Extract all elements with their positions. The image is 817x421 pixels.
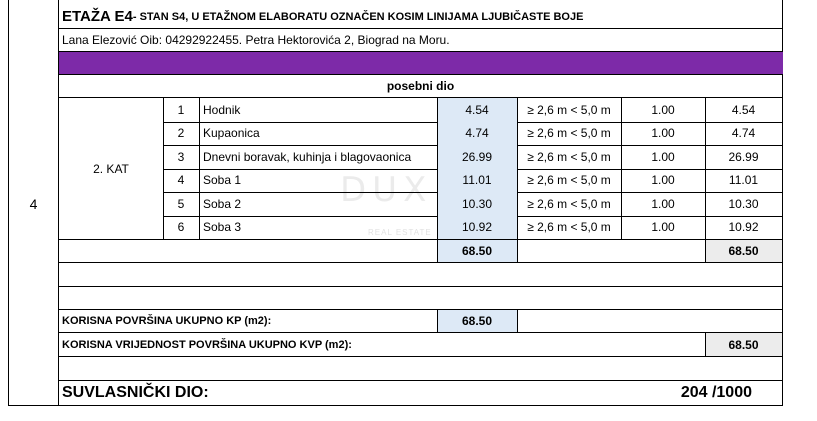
room-area: 10.92	[437, 216, 517, 240]
watermark-logo: DUX	[340, 170, 433, 210]
room-total: 26.99	[728, 149, 759, 164]
room-name: Soba 3	[203, 220, 242, 235]
room-name: Soba 1	[203, 173, 242, 188]
floor-label: 2. KAT	[93, 161, 129, 176]
title-sub: - STAN S4, U ETAŽNOM ELABORATU OZNAČEN KOSIM LINIJAMA LJUBIČASTE BOJE	[132, 11, 584, 23]
room-total: 4.74	[731, 126, 756, 141]
room-height-range: ≥ 2,6 m < 5,0 m	[527, 220, 611, 235]
room-coefficient: 1.00	[651, 173, 675, 188]
room-area: 4.54	[437, 98, 517, 122]
room-height-range: ≥ 2,6 m < 5,0 m	[527, 173, 611, 188]
watermark-sub: REAL ESTATE	[368, 228, 432, 237]
room-coefficient: 1.00	[651, 102, 675, 117]
kvp-label: KORISNA VRIJEDNOST POVRŠINA UKUPNO KVP (m2):	[62, 338, 352, 351]
row-number: 4	[29, 196, 38, 212]
room-area: 4.74	[437, 122, 517, 146]
room-number: 2	[177, 126, 185, 141]
purple-band	[59, 52, 783, 74]
room-height-range: ≥ 2,6 m < 5,0 m	[527, 126, 611, 141]
kp-label: KORISNA POVRŠINA UKUPNO KP (m2):	[62, 315, 272, 327]
room-total: 10.30	[728, 196, 759, 211]
room-coefficient: 1.00	[651, 149, 675, 164]
room-name: Dnevni boravak, kuhinja i blagovaonica	[203, 149, 412, 164]
room-height-range: ≥ 2,6 m < 5,0 m	[527, 102, 611, 117]
room-number: 4	[177, 173, 185, 188]
room-number: 1	[177, 102, 185, 117]
room-coefficient: 1.00	[651, 220, 675, 235]
kp-value: 68.50	[461, 314, 493, 328]
room-area: 10.30	[437, 192, 517, 216]
room-name: Hodnik	[203, 102, 241, 117]
room-height-range: ≥ 2,6 m < 5,0 m	[527, 196, 611, 211]
room-number: 3	[177, 149, 185, 164]
section-label: posebni dio	[386, 79, 455, 93]
kvp-value: 68.50	[728, 337, 759, 352]
subtotal-total: 68.50	[728, 244, 759, 258]
room-total: 4.54	[731, 102, 756, 117]
room-name: Kupaonica	[203, 126, 260, 141]
room-number: 6	[177, 220, 185, 235]
room-area: 26.99	[437, 145, 517, 169]
share-value: 204 /1000	[680, 384, 752, 401]
room-total: 10.92	[728, 220, 759, 235]
title-main: ETAŽA E4	[62, 8, 133, 25]
subtotal-area: 68.50	[461, 244, 493, 258]
room-coefficient: 1.00	[651, 126, 675, 141]
room-area: 11.01	[437, 169, 517, 193]
room-height-range: ≥ 2,6 m < 5,0 m	[527, 149, 611, 164]
room-name: Soba 2	[203, 196, 242, 211]
room-total: 11.01	[728, 173, 759, 188]
page-title	[59, 6, 782, 28]
share-label: SUVLASNIČKI DIO:	[62, 384, 209, 401]
room-number: 5	[177, 196, 185, 211]
owner-line: Lana Elezović Oib: 04292922455. Petra Hektorovića 2, Biograd na Moru.	[62, 33, 450, 47]
room-coefficient: 1.00	[651, 196, 675, 211]
